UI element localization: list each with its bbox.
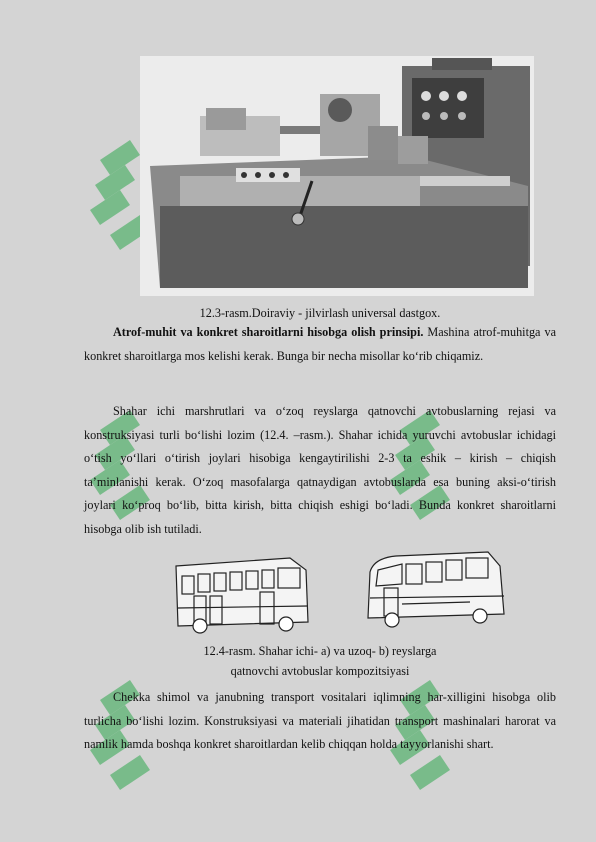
paragraph-bold-lead: Atrof-muhit va konkret sharoitlarni hisobga olish prinsipi. <box>113 325 424 339</box>
paragraph-principle <box>84 321 556 368</box>
paragraph-climate: Chekka shimol va janubning transport vositalari iqlimning har-xilligini hisobga olib turlicha bo‘lishi lozim. Konstruksiyasi va materiali jihatidan transport mashinalari harorat va namlik hamda boshqa konkret sharoitlardan kelib chiqqan holda tayyorlanishi shart. <box>84 690 556 752</box>
buses-illustration <box>170 548 518 636</box>
coach-bus-drawing <box>368 552 504 627</box>
paragraph-buses: Shahar ichi marshrutlari va o‘zoq reyslarga qatnovchi avtobuslarning rejasi va konstruksiyasi turli bo‘lishi lozim (12.4. –rasm.). Shahar ichida yuruvchi avtobuslar ichidagi o‘tish yo‘llari o‘tirish joylari hisobiga kengaytirilishi 2-3 ta eshik – kirish – chiqish ta’minlanishi kerak. O‘zoq masofalarga qatnaydigan avtobuslarda esa buning aksi-o‘tirish joylari ko‘proq bo‘lib, bitta kirish, bitta chiqish eshigi bo‘ladi. Bunda konkret sharoitlarni hisobga olib ish tutiladi. <box>84 404 556 536</box>
paragraph-text: Mashina atrof-muhitga va konkret sharoitlarga mos kelishi kerak. Bunga bir necha misollar ko‘rib chiqamiz. <box>84 325 556 363</box>
figure-caption-12-4-line1: 12.4-rasm. Shahar ichi- a) va uzoq- b) reyslarga <box>203 644 437 658</box>
grinding-machine-photo <box>140 56 534 296</box>
figure-caption-12-4-line2: qatnovchi avtobuslar kompozitsiyasi <box>230 664 410 678</box>
city-bus-drawing <box>176 558 308 633</box>
figure-caption-12-3: 12.3-rasm.Doiraviy - jilvirlash universal dastgox. <box>199 306 441 320</box>
